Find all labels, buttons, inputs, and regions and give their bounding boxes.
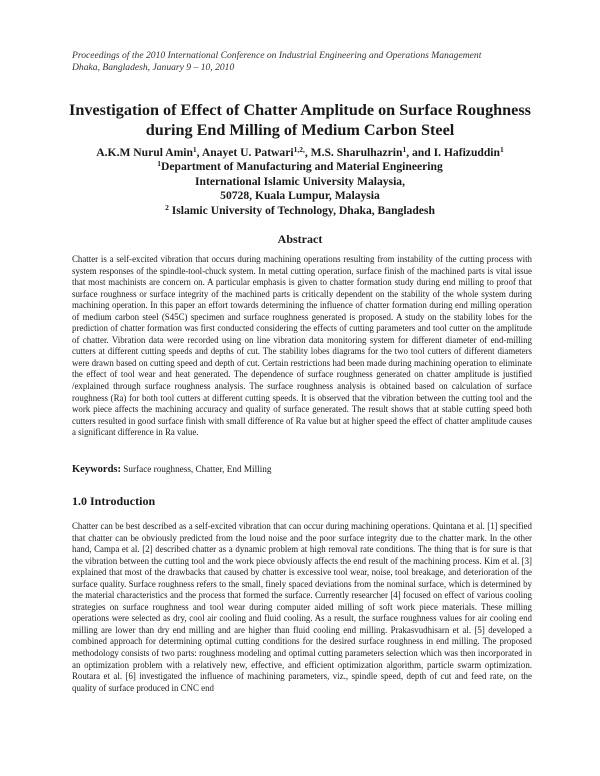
author-name: I. Hafizuddin [433,146,500,159]
author-separator: , and [406,146,434,159]
affiliation-1-line-3: 50728, Kuala Lumpur, Malaysia [220,189,380,203]
affiliation-1-dept: Department of Manufacturing and Material Engineering [160,160,443,174]
affiliation-2 [60,204,540,218]
proceedings-line-2: Dhaka, Bangladesh, January 9 – 10, 2010 [72,62,235,73]
abstract-text: Chatter is a self-excited vibration that occurs during machining operations resulting from instability of the cutting process with system responses of the spindle-tool-chuck system. In metal cutting operation, surface finish of the machined parts is vital issue that most machinists are concern on. A particular emphasis is given to chatter formation study during end milling to proof that surface roughness or surface integrity of the machined parts is critically dependent on the stability of the whole system during machining operation. In this paper an effort towards determining the influence of chatter formation during end milling operation of medium carbon steel (S45C) specimen and surface roughness generated is proposed. A study on the stability lobes for the prediction of chatter formation was first conducted considering the effects of cutting parameters and tool cutter on the amplitude of chatter. Vibration data were recorded using on line vibration data monitoring system for different diameter of end-milling cutters at different cutting speeds and depths of cut. The stability lobes diagrams for the two tool cutters of different diameters were drawn based on cutting speed and depth of cut. Certain restrictions had been made during machining operation to eliminate the effect of tool wear and heat generated. The dependence of surface roughness generated on chatter amplitude is justified /explained through surface roughness analysis. The surface roughness analysis is obtained based on calculation of surface roughness (Ra) for both tool cutters at different cutting speeds. It is observed that the vibration between the cutting tool and the work piece affects the machining accuracy and quality of surface generated. The result shows that at stable cutting speed both cutters resulted in good surface finish with small difference of Ra value but at higher speed the effect of chatter amplitude causes a significant difference in Ra value. [72,254,532,438]
title-line-1: Investigation of Effect of Chatter Amplitude on Surface Roughness [69,101,531,119]
author-affiliation-sup: 1,2, [293,145,305,154]
author-separator: , [304,146,311,159]
affiliation-2-name: Islamic University of Technology, Dhaka, Bangladesh [171,203,435,217]
author-separator: , [196,146,202,159]
author-block [60,146,540,218]
author-list [60,146,540,160]
proceedings-line-1: Proceedings of the 2010 International Conference on Industrial Engineering and Operations Management [72,50,482,61]
title-line-2: during End Milling of Medium Carbon Steel [145,121,455,139]
introduction-text: Chatter can be best described as a self-excited vibration that can occur during machining operations. Quintana et al. [1] specified that chatter can be obviously predicted from the loud noise and the poor surface integrity due to the chatter mark. In the other hand, Campa et al. [2] described chatter as a dynamic problem at high removal rate conditions. The thing that is for sure is that the vibration between the cutting tool and the work piece obviously affects the end result of the machining process. Kim et al. [3] explained that most of the drawbacks that caused by chatter is excessive tool wear, noise, tool breakage, and deterioration of the surface quality. Surface roughness refers to the small, finely spaced deviations from the nominal surface, which is determined by the material characteristics and the process that formed the surface. Currently researcher [4] focused on effect of various cooling strategies on surface roughness and tool wear during computer aided milling of soft work piece materials. These milling operations were selected as dry, cool air cooling and fluid cooling. As a result, the surface roughness values for air cooling end milling are lower than dry end milling and are higher than fluid cooling end milling. Prakasvudhisarn et al. [5] developed a combined approach for determining optimal cutting conditions for the desired surface roughness in end milling. The proposed methodology consists of two parts: roughness modeling and optimal cutting parameters selection which was then incorporated in an optimization problem with a relatively new, effective, and efficient optimization algorithm, particle swarm optimization. Routara et al. [6] investigated the influence of machining parameters, viz., spindle speed, depth of cut and feed rate, on the quality of surface produced in CNC end [72,521,532,693]
affiliation-2-sup: 2 [165,202,169,212]
affiliation-1-line-2: International Islamic University Malaysia, [195,174,405,188]
keywords-text: Surface roughness, Chatter, End Milling [121,464,272,474]
author-affiliation-sup: 1 [402,145,407,154]
affiliation-1-line-1 [60,160,540,174]
keywords-line [72,464,532,475]
introduction-heading: 1.0 Introduction [72,494,156,508]
author-name: M.S. Sharulhazrin [310,146,403,159]
author-affiliation-sup: 1 [499,145,504,154]
author-name: Anayet U. Patwari [201,146,294,159]
author-affiliation-sup: 1 [192,145,197,154]
affiliation-1-sup: 1 [157,159,161,169]
proceedings-header [72,50,542,74]
paper-title [60,100,540,140]
abstract-heading: Abstract [277,232,323,246]
author-name: A.K.M Nurul Amin [96,146,193,159]
keywords-label: Keywords: [72,464,121,475]
